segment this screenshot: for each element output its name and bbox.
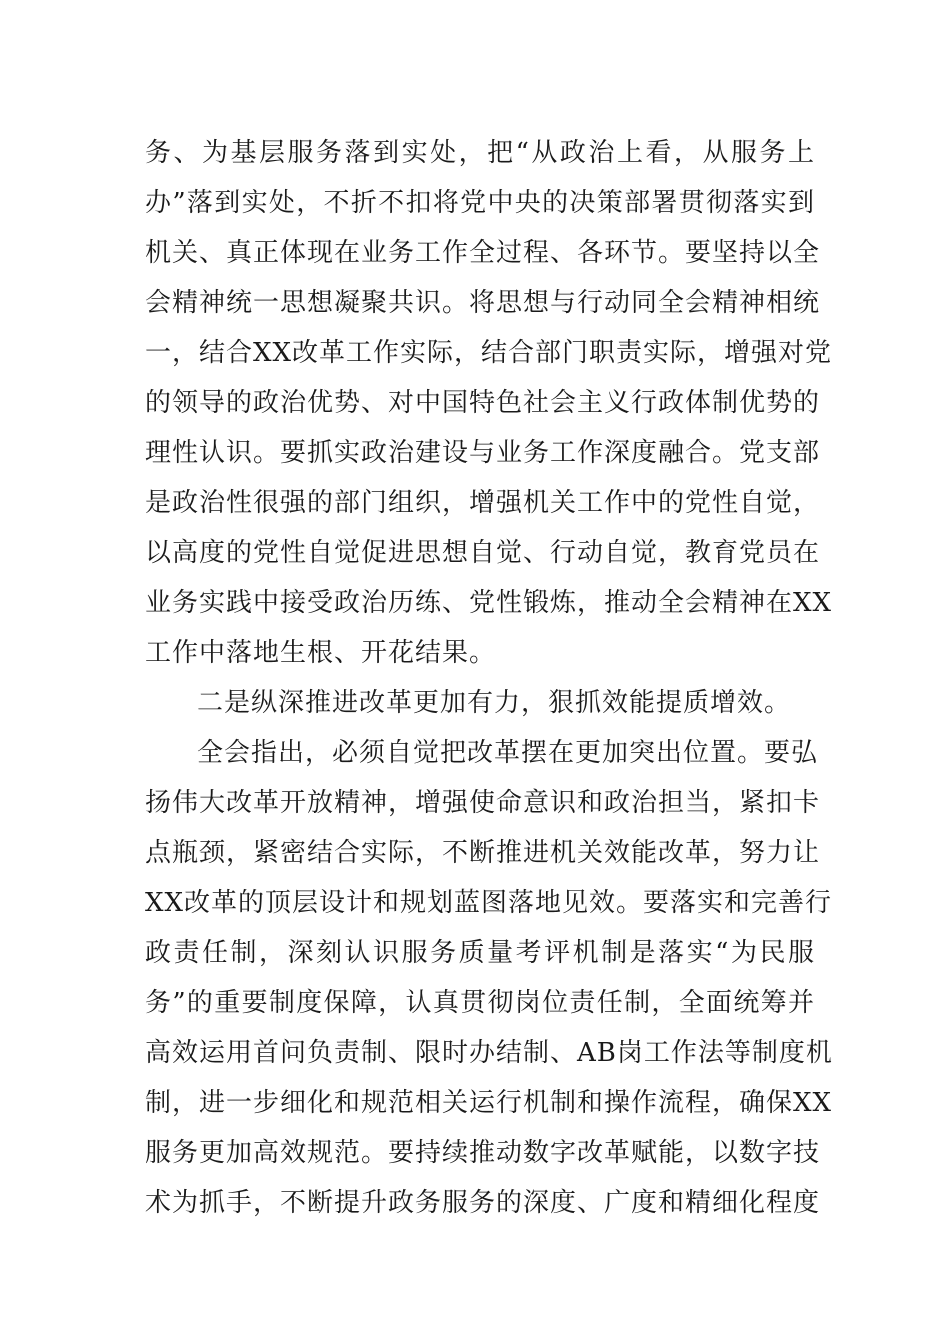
text-line-13: 全会指出，必须自觉把改革摆在更加突出位置。要弘 — [197, 738, 819, 768]
text-line-3: 机关、真正体现在业务工作全过程、各环节。要坚持以全 — [145, 238, 821, 268]
text-line-19: 高效运用首问负责制、限时办结制、AB岗工作法等制度机 — [145, 1038, 833, 1068]
text-line-14: 扬伟大改革开放精神，增强使命意识和政治担当，紧扣卡 — [145, 788, 821, 818]
text-line-1: 务、为基层服务落到实处，把“从政治上看，从服务上 — [145, 138, 815, 168]
text-line-20: 制，进一步细化和规范相关运行机制和操作流程，确保XX — [145, 1088, 833, 1118]
text-line-8: 是政治性很强的部门组织，增强机关工作中的党性自觉， — [145, 488, 821, 518]
text-line-4: 会精神统一思想凝聚共识。将思想与行动同全会精神相统 — [145, 288, 821, 318]
text-line-7: 理性认识。要抓实政治建设与业务工作深度融合。党支部 — [145, 438, 821, 468]
text-line-10: 业务实践中接受政治历练、党性锻炼，推动全会精神在XX — [145, 588, 833, 618]
text-line-21: 服务更加高效规范。要持续推动数字改革赋能，以数字技 — [145, 1138, 821, 1168]
text-line-17: 政责任制，深刻认识服务质量考评机制是落实“为民服 — [145, 938, 815, 968]
text-line-18: 务”的重要制度保障，认真贯彻岗位责任制，全面统筹并 — [145, 988, 815, 1018]
text-line-9: 以高度的党性自觉促进思想自觉、行动自觉，教育党员在 — [145, 538, 821, 568]
text-line-6: 的领导的政治优势、对中国特色社会主义行政体制优势的 — [145, 388, 821, 418]
text-line-5: 一，结合XX改革工作实际，结合部门职责实际，增强对党 — [145, 338, 833, 368]
text-line-16: XX改革的顶层设计和规划蓝图落地见效。要落实和完善行 — [145, 888, 833, 918]
section-heading: 二是纵深推进改革更加有力，狠抓效能提质增效。 — [197, 688, 792, 718]
text-line-11: 工作中落地生根、开花结果。 — [145, 638, 497, 668]
text-line-2: 办”落到实处，不折不扣将党中央的决策部署贯彻落实到 — [145, 188, 815, 218]
text-line-22: 术为抓手，不断提升政务服务的深度、广度和精细化程度 — [145, 1188, 821, 1218]
text-line-15: 点瓶颈，紧密结合实际，不断推进机关效能改革，努力让 — [145, 838, 821, 868]
